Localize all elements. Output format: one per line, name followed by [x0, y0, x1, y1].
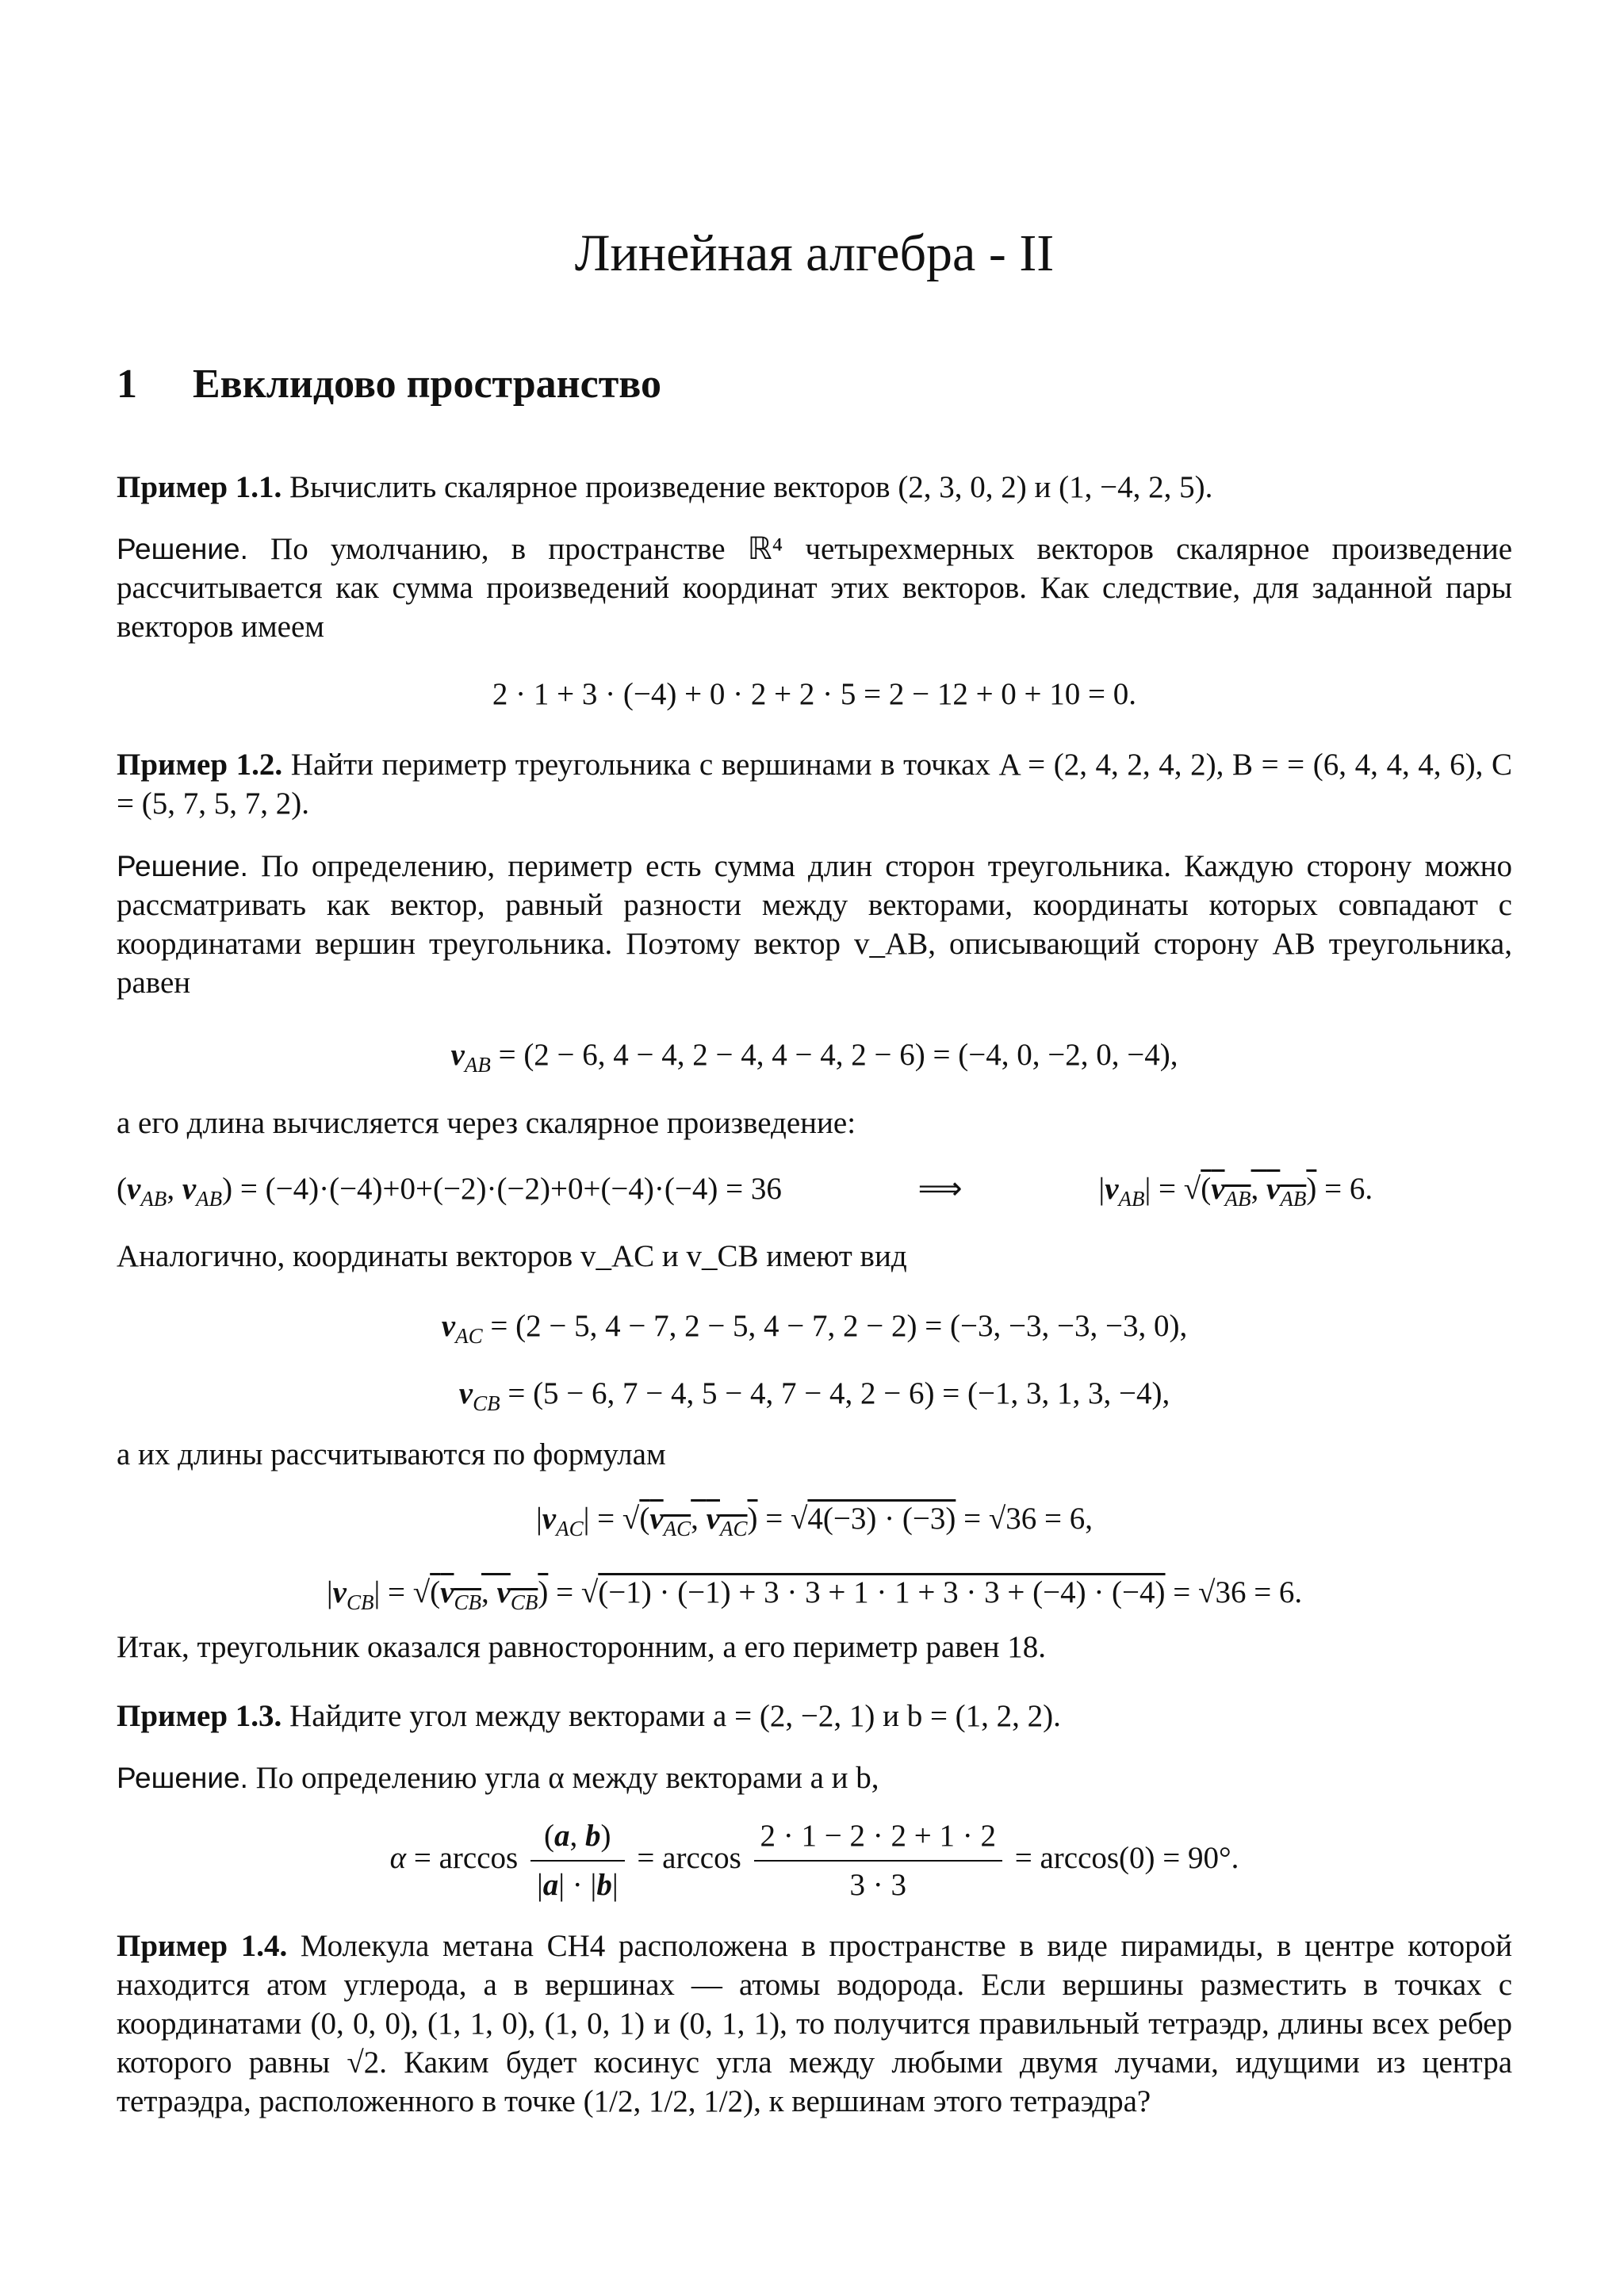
solution-label: Решение.	[117, 533, 248, 565]
section-title: Евклидово пространство	[193, 362, 661, 407]
solution-text: По определению угла α между векторами a и b,	[255, 1761, 879, 1795]
formula-angle-end: = arccos(0) = 90°.	[1014, 1840, 1239, 1875]
solution-1-1	[117, 530, 1512, 646]
formula-v-ac-rhs: = (2 − 5, 4 − 7, 2 − 5, 4 − 7, 2 − 2) = (−3, −3, −3, −3, 0),	[490, 1309, 1188, 1343]
formula-len-ac: $|v_{AC}| = √(v_{AC}$, $v_{AC}) = √4(-3) \cdot (-3) = √36 = 6$,	[535, 1502, 1093, 1540]
fraction-numerator: 2 · 1 − 2 · 2 + 1 · 2	[754, 1816, 1002, 1862]
formula-len-rhs: = 6.	[1324, 1172, 1373, 1206]
conclusion: Итак, треугольник оказался равносторонним, а его периметр равен 18.	[117, 1630, 1047, 1664]
example-label: Пример 1.3.	[117, 1699, 282, 1733]
formula-dot-v-ab: ($v_{AB}$, $v_{AB}) = (-4)\cdot(-4)+0+(-2)\cdot(-2)+0+(-4)\cdot(-4) = 36$ ⟹ $|v_{AB}| = √(v_{AB}$, $v_{AB}) = 6$.	[117, 1169, 1512, 1219]
implies-symbol: ⟹	[917, 1172, 963, 1206]
formula-len-ac-inner: 4(−3) · (−3)	[807, 1502, 956, 1536]
example-statement: Вычислить скалярное произведение векторов (2, 3, 0, 2) и (1, −4, 2, 5).	[289, 470, 1213, 504]
formula-len-cb: $|v_{CB}| = √(v_{CB}$, $v_{CB}) = √(-1) \cdot (-1) + 3 \cdot 3 + 1 \cdot 1 + 3 \cdot 3 + (-4) \cdot (-4) = √36 = 6$.	[326, 1575, 1303, 1614]
document-title: Линейная алгебра - II	[574, 224, 1055, 282]
solution-label: Решение.	[117, 850, 248, 882]
example-statement: Найдите угол между векторами a = (2, −2, 1) и b = (1, 2, 2).	[289, 1699, 1061, 1733]
formula-v-cb-rhs: = (5 − 6, 7 − 4, 5 − 4, 7 − 4, 2 − 6) = (−1, 3, 1, 3, −4),	[508, 1376, 1170, 1410]
fraction-angle-def: $\frac{(a, b)}{|a| \cdot |b|}$	[530, 1816, 625, 1906]
example-label: Пример 1.2.	[117, 748, 283, 782]
text-length: а его длина вычисляется через скалярное произведение:	[117, 1106, 856, 1140]
example-statement: Найти периметр треугольника с вершинами в точках A = (2, 4, 2, 4, 2), B = = (6, 4, 4, 4, 6), C = (5, 7, 5, 7, 2).	[117, 748, 1513, 821]
example-label: Пример 1.1.	[117, 470, 282, 504]
example-1-3	[117, 1697, 1512, 1735]
solution-text: По определению, периметр есть сумма длин сторон треугольника. Каждую сторону можно рассматривать как вектор, равный разности между векторами, координаты которых совпадают с координатами вершин треугольника. Поэтому вектор v_AB, описывающий сторону AB треугольника, равен	[117, 849, 1513, 1000]
formula-len-cb-end: 36 = 6.	[1215, 1575, 1303, 1609]
formula-len-cb-inner: (−1) · (−1) + 3 · 3 + 1 · 1 + 3 · 3 + (−4) · (−4)	[598, 1575, 1166, 1609]
text-similar: Аналогично, координаты векторов v_AC и v_CB имеют вид	[117, 1239, 907, 1273]
formula-v-ac: $v_{AC} = (2 - 5$, 4 − 7, 2 − 5, 4 − 7, 2 − 2) = (−3, −3, −3, −3, 0),	[441, 1309, 1188, 1348]
section-number: 1	[117, 362, 137, 407]
formula-v-ab: $v_{AB} = (2 - 6$, 4 − 4, 2 − 4, 4 − 4, 2 − 6) = (−4, 0, −2, 0, −4),	[450, 1038, 1178, 1077]
section-heading	[117, 361, 661, 408]
example-1-1	[117, 468, 1512, 507]
formula-dot-product: 2 · 1 + 3 · (−4) + 0 · 2 + 2 · 5 = 2 − 12 + 0 + 10 = 0.	[492, 677, 1137, 711]
formula-angle: α = arccos $\frac{(a, b)}{|a| \cdot |b|}$ = arccos $\frac{2 \cdot 1 - 2 \cdot 2 + 1 \cdot 2}{3 \cdot 3}$ = arccos(0) = 90°.	[117, 1816, 1512, 1906]
solution-1-2	[117, 847, 1512, 1002]
text-formulas: а их длины рассчитываются по формулам	[117, 1437, 666, 1471]
formula-v-cb: $v_{CB} = (5 - 6$, 7 − 4, 5 − 4, 7 − 4, 2 − 6) = (−1, 3, 1, 3, −4),	[458, 1376, 1170, 1415]
fraction-angle-value	[754, 1816, 1002, 1906]
example-1-4	[117, 1927, 1512, 2121]
fraction-denominator: 3 · 3	[849, 1868, 906, 1902]
formula-v-ab-rhs: = (2 − 6, 4 − 4, 2 − 4, 4 − 4, 2 − 6) = (−4, 0, −2, 0, −4),	[498, 1038, 1178, 1072]
solution-1-3	[117, 1758, 1512, 1797]
example-label: Пример 1.4.	[117, 1929, 288, 1963]
solution-text: По умолчанию, в пространстве ℝ⁴ четырехмерных векторов скалярное произведение рассчитывается как сумма произведений координат этих векторов. Как следствие, для заданной пары векторов имеем	[117, 532, 1512, 644]
formula-len-ac-end: 36 = 6,	[1005, 1502, 1093, 1536]
example-statement: Молекула метана CH4 расположена в пространстве в виде пирамиды, в центре которой находится атом углерода, а в вершинах — атомы водорода. Если вершины разместить в точках с координатами (0, 0, 0), (1, 1, 0), (1, 0, 1) и (0, 1, 1), то получится правильный тетраэдр, длины всех ребер которого равны √2. Каким будет косинус угла между любыми двумя лучами, идущими из центра тетраэдра, расположенного в точке (1/2, 1/2, 1/2), к вершинам этого тетраэдра?	[117, 1929, 1513, 2118]
formula-dot-rhs: = (−4)·(−4)+0+(−2)·(−2)+0+(−4)·(−4) = 36	[239, 1172, 782, 1206]
example-1-2	[117, 745, 1512, 823]
solution-label: Решение.	[117, 1762, 248, 1794]
